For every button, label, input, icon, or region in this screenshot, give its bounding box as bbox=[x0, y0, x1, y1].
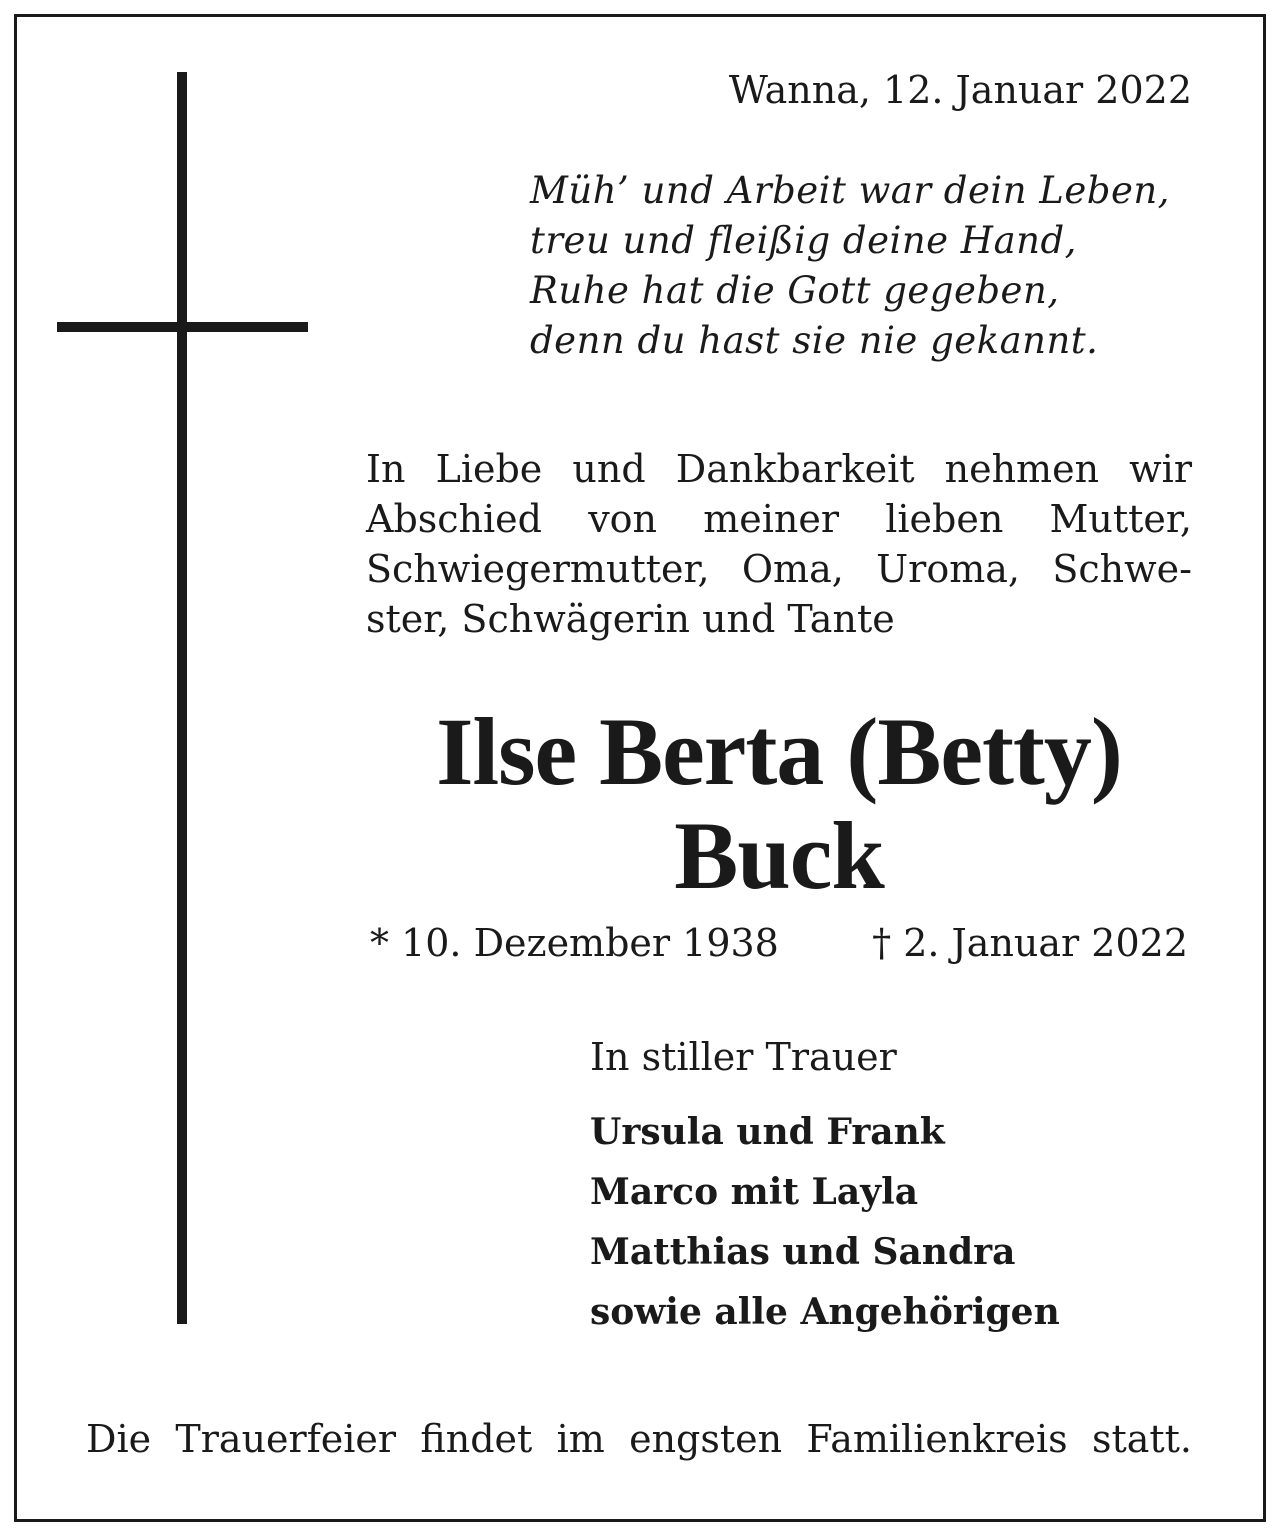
cross-icon-horizontal-bar bbox=[57, 322, 308, 332]
poem-line: Müh’ und Arbeit war dein Leben, bbox=[530, 169, 1170, 212]
mourner-item: Ursula und Frank bbox=[590, 1111, 945, 1153]
cross-icon-vertical-bar bbox=[177, 72, 187, 1324]
birth-date: * 10. Dezember 1938 bbox=[370, 921, 779, 965]
intro-text bbox=[366, 444, 1192, 644]
deceased-name-line1: Ilse Berta (Betty) bbox=[436, 698, 1122, 805]
mourner-item: Marco mit Layla bbox=[590, 1171, 919, 1213]
mourner-item: sowie alle Angehörigen bbox=[590, 1291, 1060, 1333]
life-dates bbox=[370, 918, 1188, 968]
poem-line: treu und fleißig deine Hand, bbox=[530, 219, 1077, 262]
deceased-name-line2: Buck bbox=[674, 802, 884, 909]
mourner-item: Matthias und Sandra bbox=[590, 1231, 1016, 1273]
poem bbox=[530, 166, 1210, 366]
poem-line: denn du hast sie nie gekannt. bbox=[530, 319, 1099, 362]
intro-line: Abschied von meiner lieben Mutter, bbox=[366, 497, 1192, 541]
mourners-list bbox=[590, 1102, 1060, 1342]
poem-line: Ruhe hat die Gott gegeben, bbox=[530, 269, 1060, 312]
mourning-label: In stiller Trauer bbox=[590, 1035, 897, 1079]
deceased-name bbox=[366, 700, 1192, 908]
intro-line: ster, Schwägerin und Tante bbox=[366, 597, 895, 641]
intro-line: Schwiegermutter, Oma, Uroma, Schwe- bbox=[366, 547, 1192, 591]
place-and-date: Wanna, 12. Januar 2022 bbox=[728, 68, 1192, 112]
funeral-note: Die Trauerfeier findet im engsten Familienkreis statt. bbox=[86, 1417, 1192, 1461]
death-date: † 2. Januar 2022 bbox=[872, 921, 1188, 965]
intro-line: In Liebe und Dankbarkeit nehmen wir bbox=[366, 447, 1192, 491]
